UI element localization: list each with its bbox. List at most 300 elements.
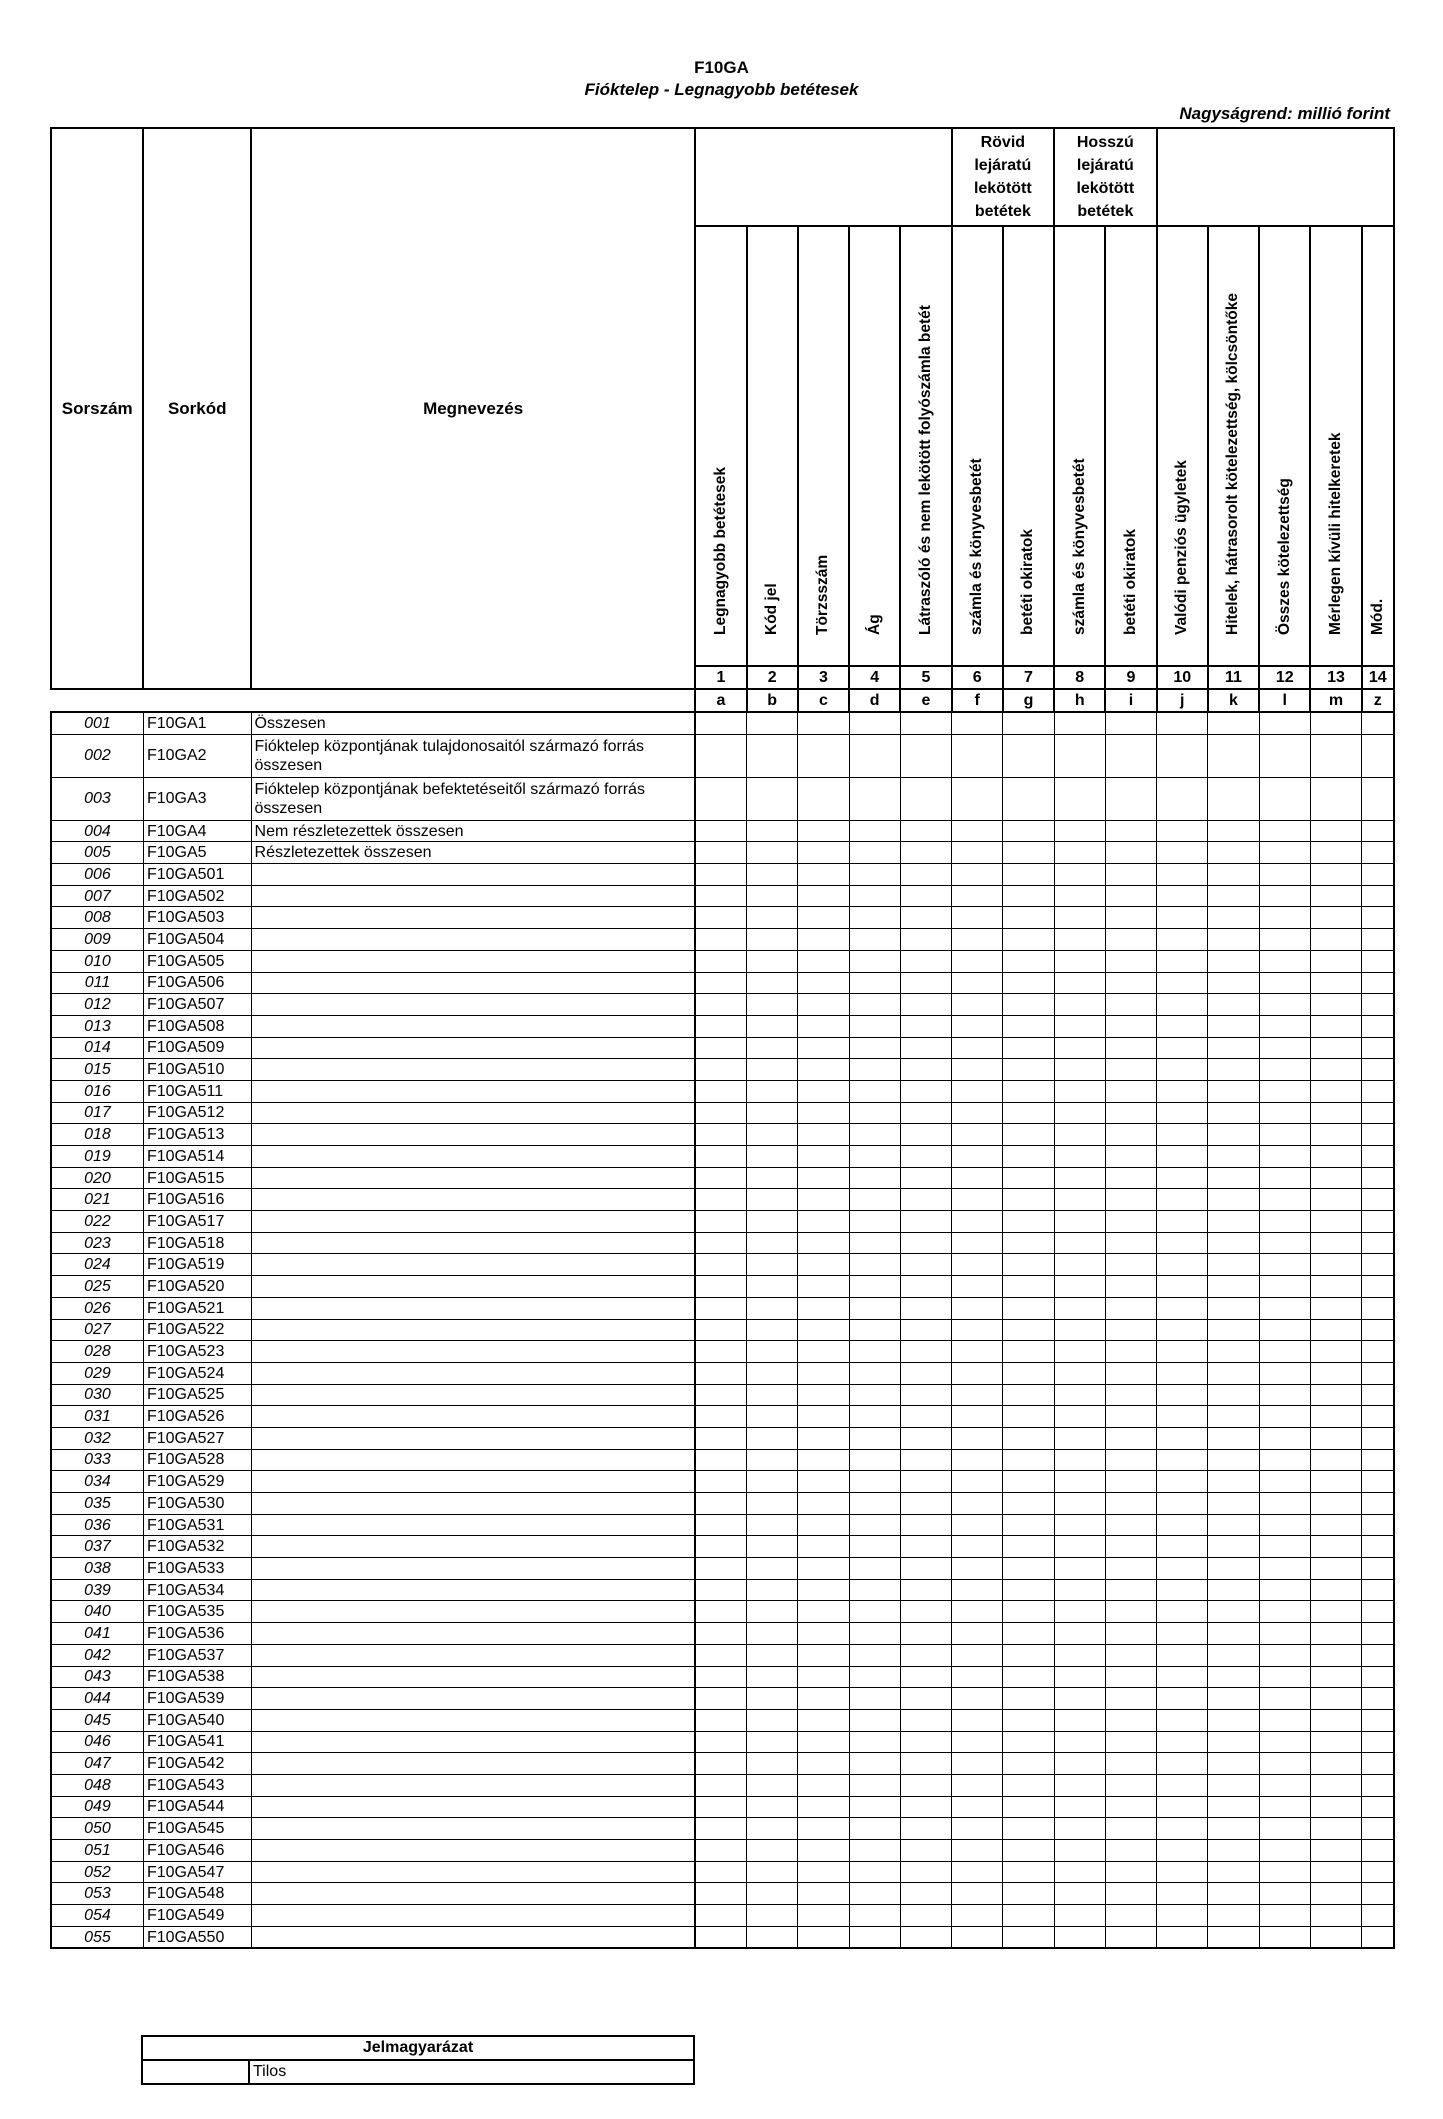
data-cell-b[interactable] [747,1232,798,1254]
data-cell-i[interactable] [1105,1189,1156,1211]
data-cell-m[interactable] [1310,1840,1361,1862]
data-cell-z[interactable] [1362,1883,1394,1905]
data-cell-h[interactable] [1054,734,1105,777]
data-cell-f[interactable] [952,777,1003,820]
data-cell-i[interactable] [1105,1297,1156,1319]
data-cell-f[interactable] [952,1471,1003,1493]
data-cell-l[interactable] [1259,1059,1310,1081]
data-cell-c[interactable] [798,1861,849,1883]
data-cell-h[interactable] [1054,1124,1105,1146]
data-cell-k[interactable] [1208,1731,1259,1753]
data-cell-z[interactable] [1362,1449,1394,1471]
data-cell-g[interactable] [1003,1753,1054,1775]
data-cell-h[interactable] [1054,1341,1105,1363]
data-cell-l[interactable] [1259,1189,1310,1211]
data-cell-g[interactable] [1003,1189,1054,1211]
data-cell-j[interactable] [1157,1731,1208,1753]
data-cell-h[interactable] [1054,994,1105,1016]
data-cell-k[interactable] [1208,1471,1259,1493]
data-cell-z[interactable] [1362,1709,1394,1731]
data-cell-d[interactable] [849,1731,900,1753]
data-cell-d[interactable] [849,842,900,864]
data-cell-h[interactable] [1054,1384,1105,1406]
data-cell-b[interactable] [747,1427,798,1449]
data-cell-a[interactable] [695,1297,746,1319]
data-cell-g[interactable] [1003,1319,1054,1341]
data-cell-e[interactable] [900,1449,951,1471]
data-cell-e[interactable] [900,950,951,972]
data-cell-l[interactable] [1259,1232,1310,1254]
data-cell-z[interactable] [1362,1536,1394,1558]
data-cell-m[interactable] [1310,1319,1361,1341]
data-cell-l[interactable] [1259,1102,1310,1124]
data-cell-g[interactable] [1003,1102,1054,1124]
data-cell-j[interactable] [1157,1688,1208,1710]
data-cell-a[interactable] [695,950,746,972]
data-cell-c[interactable] [798,1883,849,1905]
data-cell-f[interactable] [952,1796,1003,1818]
data-cell-b[interactable] [747,1406,798,1428]
data-cell-h[interactable] [1054,1753,1105,1775]
data-cell-k[interactable] [1208,1167,1259,1189]
data-cell-h[interactable] [1054,1146,1105,1168]
data-cell-h[interactable] [1054,864,1105,886]
data-cell-f[interactable] [952,1319,1003,1341]
data-cell-d[interactable] [849,1059,900,1081]
data-cell-m[interactable] [1310,1471,1361,1493]
data-cell-m[interactable] [1310,1796,1361,1818]
data-cell-l[interactable] [1259,1449,1310,1471]
data-cell-f[interactable] [952,885,1003,907]
data-cell-j[interactable] [1157,1102,1208,1124]
data-cell-e[interactable] [900,1167,951,1189]
data-cell-h[interactable] [1054,1493,1105,1515]
data-cell-i[interactable] [1105,1558,1156,1580]
data-cell-k[interactable] [1208,972,1259,994]
data-cell-i[interactable] [1105,1493,1156,1515]
data-cell-l[interactable] [1259,1037,1310,1059]
data-cell-z[interactable] [1362,1276,1394,1298]
data-cell-a[interactable] [695,1276,746,1298]
data-cell-c[interactable] [798,972,849,994]
data-cell-m[interactable] [1310,1449,1361,1471]
data-cell-i[interactable] [1105,1341,1156,1363]
data-cell-d[interactable] [849,994,900,1016]
data-cell-l[interactable] [1259,820,1310,842]
data-cell-h[interactable] [1054,1688,1105,1710]
data-cell-a[interactable] [695,1861,746,1883]
data-cell-a[interactable] [695,1341,746,1363]
data-cell-a[interactable] [695,1818,746,1840]
data-cell-c[interactable] [798,1384,849,1406]
data-cell-j[interactable] [1157,1232,1208,1254]
data-cell-j[interactable] [1157,1146,1208,1168]
data-cell-i[interactable] [1105,1384,1156,1406]
data-cell-z[interactable] [1362,1579,1394,1601]
data-cell-j[interactable] [1157,712,1208,734]
data-cell-l[interactable] [1259,1514,1310,1536]
data-cell-f[interactable] [952,842,1003,864]
data-cell-j[interactable] [1157,1796,1208,1818]
data-cell-a[interactable] [695,972,746,994]
data-cell-h[interactable] [1054,1211,1105,1233]
data-cell-d[interactable] [849,885,900,907]
data-cell-a[interactable] [695,907,746,929]
data-cell-h[interactable] [1054,820,1105,842]
data-cell-i[interactable] [1105,1709,1156,1731]
data-cell-m[interactable] [1310,1232,1361,1254]
data-cell-f[interactable] [952,1362,1003,1384]
data-cell-h[interactable] [1054,1601,1105,1623]
data-cell-g[interactable] [1003,1124,1054,1146]
data-cell-h[interactable] [1054,1579,1105,1601]
data-cell-e[interactable] [900,1688,951,1710]
data-cell-k[interactable] [1208,1644,1259,1666]
data-cell-e[interactable] [900,1536,951,1558]
data-cell-b[interactable] [747,1753,798,1775]
data-cell-z[interactable] [1362,1688,1394,1710]
data-cell-h[interactable] [1054,1644,1105,1666]
data-cell-g[interactable] [1003,1276,1054,1298]
data-cell-e[interactable] [900,1926,951,1948]
data-cell-d[interactable] [849,1493,900,1515]
data-cell-z[interactable] [1362,1905,1394,1927]
data-cell-f[interactable] [952,820,1003,842]
data-cell-a[interactable] [695,1167,746,1189]
data-cell-h[interactable] [1054,1362,1105,1384]
data-cell-l[interactable] [1259,1579,1310,1601]
data-cell-e[interactable] [900,842,951,864]
data-cell-i[interactable] [1105,1167,1156,1189]
data-cell-a[interactable] [695,1254,746,1276]
data-cell-b[interactable] [747,1449,798,1471]
data-cell-m[interactable] [1310,1601,1361,1623]
data-cell-b[interactable] [747,929,798,951]
data-cell-k[interactable] [1208,1514,1259,1536]
data-cell-b[interactable] [747,734,798,777]
data-cell-a[interactable] [695,1362,746,1384]
data-cell-e[interactable] [900,1102,951,1124]
data-cell-b[interactable] [747,1796,798,1818]
data-cell-a[interactable] [695,820,746,842]
data-cell-b[interactable] [747,1167,798,1189]
data-cell-c[interactable] [798,1579,849,1601]
data-cell-c[interactable] [798,1514,849,1536]
data-cell-b[interactable] [747,1536,798,1558]
data-cell-z[interactable] [1362,1666,1394,1688]
data-cell-z[interactable] [1362,734,1394,777]
data-cell-i[interactable] [1105,1102,1156,1124]
data-cell-j[interactable] [1157,907,1208,929]
data-cell-a[interactable] [695,1644,746,1666]
data-cell-g[interactable] [1003,1774,1054,1796]
data-cell-j[interactable] [1157,972,1208,994]
data-cell-e[interactable] [900,1362,951,1384]
data-cell-h[interactable] [1054,1189,1105,1211]
data-cell-k[interactable] [1208,712,1259,734]
data-cell-i[interactable] [1105,1623,1156,1645]
data-cell-e[interactable] [900,1709,951,1731]
data-cell-a[interactable] [695,1427,746,1449]
data-cell-m[interactable] [1310,1905,1361,1927]
data-cell-z[interactable] [1362,1601,1394,1623]
data-cell-j[interactable] [1157,1861,1208,1883]
data-cell-j[interactable] [1157,1211,1208,1233]
data-cell-k[interactable] [1208,1189,1259,1211]
data-cell-b[interactable] [747,1644,798,1666]
data-cell-f[interactable] [952,1861,1003,1883]
data-cell-f[interactable] [952,1146,1003,1168]
data-cell-l[interactable] [1259,1471,1310,1493]
data-cell-d[interactable] [849,1601,900,1623]
data-cell-g[interactable] [1003,1406,1054,1428]
data-cell-k[interactable] [1208,1449,1259,1471]
data-cell-k[interactable] [1208,1232,1259,1254]
data-cell-m[interactable] [1310,820,1361,842]
data-cell-b[interactable] [747,1319,798,1341]
data-cell-f[interactable] [952,1818,1003,1840]
data-cell-g[interactable] [1003,1146,1054,1168]
data-cell-b[interactable] [747,972,798,994]
data-cell-z[interactable] [1362,1211,1394,1233]
data-cell-a[interactable] [695,994,746,1016]
data-cell-k[interactable] [1208,1124,1259,1146]
data-cell-a[interactable] [695,842,746,864]
data-cell-j[interactable] [1157,1124,1208,1146]
data-cell-g[interactable] [1003,929,1054,951]
data-cell-c[interactable] [798,1840,849,1862]
data-cell-m[interactable] [1310,1254,1361,1276]
data-cell-e[interactable] [900,1232,951,1254]
data-cell-f[interactable] [952,1167,1003,1189]
data-cell-d[interactable] [849,950,900,972]
data-cell-f[interactable] [952,1297,1003,1319]
data-cell-b[interactable] [747,1558,798,1580]
data-cell-c[interactable] [798,1059,849,1081]
data-cell-f[interactable] [952,1666,1003,1688]
data-cell-g[interactable] [1003,1427,1054,1449]
data-cell-c[interactable] [798,929,849,951]
data-cell-e[interactable] [900,1254,951,1276]
data-cell-a[interactable] [695,1189,746,1211]
data-cell-c[interactable] [798,1449,849,1471]
data-cell-g[interactable] [1003,1232,1054,1254]
data-cell-i[interactable] [1105,1601,1156,1623]
data-cell-h[interactable] [1054,1037,1105,1059]
data-cell-f[interactable] [952,1493,1003,1515]
data-cell-g[interactable] [1003,1536,1054,1558]
data-cell-h[interactable] [1054,1319,1105,1341]
data-cell-d[interactable] [849,1774,900,1796]
data-cell-f[interactable] [952,1905,1003,1927]
data-cell-j[interactable] [1157,820,1208,842]
data-cell-a[interactable] [695,864,746,886]
data-cell-j[interactable] [1157,1753,1208,1775]
data-cell-i[interactable] [1105,1926,1156,1948]
data-cell-d[interactable] [849,1449,900,1471]
data-cell-k[interactable] [1208,1796,1259,1818]
data-cell-j[interactable] [1157,1059,1208,1081]
data-cell-h[interactable] [1054,1774,1105,1796]
data-cell-c[interactable] [798,950,849,972]
data-cell-g[interactable] [1003,1211,1054,1233]
data-cell-j[interactable] [1157,1774,1208,1796]
data-cell-d[interactable] [849,1406,900,1428]
data-cell-d[interactable] [849,1905,900,1927]
data-cell-i[interactable] [1105,1362,1156,1384]
data-cell-h[interactable] [1054,1731,1105,1753]
data-cell-l[interactable] [1259,1427,1310,1449]
data-cell-m[interactable] [1310,885,1361,907]
data-cell-f[interactable] [952,1276,1003,1298]
data-cell-i[interactable] [1105,1796,1156,1818]
data-cell-b[interactable] [747,842,798,864]
data-cell-a[interactable] [695,1709,746,1731]
data-cell-e[interactable] [900,1558,951,1580]
data-cell-z[interactable] [1362,1406,1394,1428]
data-cell-f[interactable] [952,1254,1003,1276]
data-cell-c[interactable] [798,1427,849,1449]
data-cell-j[interactable] [1157,1579,1208,1601]
data-cell-f[interactable] [952,734,1003,777]
data-cell-z[interactable] [1362,1080,1394,1102]
data-cell-k[interactable] [1208,950,1259,972]
data-cell-c[interactable] [798,1926,849,1948]
data-cell-i[interactable] [1105,1015,1156,1037]
data-cell-g[interactable] [1003,1449,1054,1471]
data-cell-a[interactable] [695,1146,746,1168]
data-cell-l[interactable] [1259,1297,1310,1319]
data-cell-c[interactable] [798,994,849,1016]
data-cell-d[interactable] [849,1644,900,1666]
data-cell-z[interactable] [1362,1362,1394,1384]
data-cell-h[interactable] [1054,1883,1105,1905]
data-cell-g[interactable] [1003,1926,1054,1948]
data-cell-c[interactable] [798,1536,849,1558]
data-cell-e[interactable] [900,1080,951,1102]
data-cell-k[interactable] [1208,1080,1259,1102]
data-cell-z[interactable] [1362,1146,1394,1168]
data-cell-c[interactable] [798,1254,849,1276]
data-cell-e[interactable] [900,1146,951,1168]
data-cell-j[interactable] [1157,1015,1208,1037]
data-cell-g[interactable] [1003,1883,1054,1905]
data-cell-b[interactable] [747,712,798,734]
data-cell-l[interactable] [1259,1926,1310,1948]
data-cell-l[interactable] [1259,1601,1310,1623]
data-cell-b[interactable] [747,1124,798,1146]
data-cell-h[interactable] [1054,1840,1105,1862]
data-cell-f[interactable] [952,972,1003,994]
data-cell-a[interactable] [695,1905,746,1927]
data-cell-h[interactable] [1054,1514,1105,1536]
data-cell-f[interactable] [952,1406,1003,1428]
data-cell-h[interactable] [1054,1102,1105,1124]
data-cell-e[interactable] [900,907,951,929]
data-cell-m[interactable] [1310,1644,1361,1666]
data-cell-h[interactable] [1054,1709,1105,1731]
data-cell-b[interactable] [747,1254,798,1276]
data-cell-d[interactable] [849,1514,900,1536]
data-cell-h[interactable] [1054,1449,1105,1471]
data-cell-g[interactable] [1003,1254,1054,1276]
data-cell-i[interactable] [1105,1514,1156,1536]
data-cell-f[interactable] [952,1840,1003,1862]
data-cell-z[interactable] [1362,972,1394,994]
data-cell-m[interactable] [1310,1059,1361,1081]
data-cell-g[interactable] [1003,1579,1054,1601]
data-cell-k[interactable] [1208,1037,1259,1059]
data-cell-h[interactable] [1054,777,1105,820]
data-cell-b[interactable] [747,1883,798,1905]
data-cell-k[interactable] [1208,929,1259,951]
data-cell-b[interactable] [747,1623,798,1645]
data-cell-d[interactable] [849,1146,900,1168]
data-cell-a[interactable] [695,1774,746,1796]
data-cell-l[interactable] [1259,1536,1310,1558]
data-cell-d[interactable] [849,1427,900,1449]
data-cell-m[interactable] [1310,1362,1361,1384]
data-cell-f[interactable] [952,1709,1003,1731]
data-cell-c[interactable] [798,1362,849,1384]
data-cell-a[interactable] [695,1840,746,1862]
data-cell-b[interactable] [747,1276,798,1298]
data-cell-c[interactable] [798,1276,849,1298]
data-cell-z[interactable] [1362,820,1394,842]
data-cell-i[interactable] [1105,1254,1156,1276]
data-cell-a[interactable] [695,1449,746,1471]
data-cell-e[interactable] [900,1059,951,1081]
data-cell-f[interactable] [952,1688,1003,1710]
data-cell-g[interactable] [1003,1709,1054,1731]
data-cell-j[interactable] [1157,950,1208,972]
data-cell-m[interactable] [1310,1536,1361,1558]
data-cell-f[interactable] [952,1232,1003,1254]
data-cell-z[interactable] [1362,1731,1394,1753]
data-cell-b[interactable] [747,950,798,972]
data-cell-c[interactable] [798,1341,849,1363]
data-cell-f[interactable] [952,1384,1003,1406]
data-cell-j[interactable] [1157,864,1208,886]
data-cell-i[interactable] [1105,885,1156,907]
data-cell-c[interactable] [798,1601,849,1623]
data-cell-c[interactable] [798,777,849,820]
data-cell-m[interactable] [1310,1666,1361,1688]
data-cell-h[interactable] [1054,842,1105,864]
data-cell-i[interactable] [1105,950,1156,972]
data-cell-h[interactable] [1054,1558,1105,1580]
data-cell-e[interactable] [900,1840,951,1862]
data-cell-f[interactable] [952,1102,1003,1124]
data-cell-h[interactable] [1054,1276,1105,1298]
data-cell-c[interactable] [798,1037,849,1059]
data-cell-a[interactable] [695,1232,746,1254]
data-cell-h[interactable] [1054,1536,1105,1558]
data-cell-c[interactable] [798,1015,849,1037]
data-cell-h[interactable] [1054,1059,1105,1081]
data-cell-b[interactable] [747,1514,798,1536]
data-cell-g[interactable] [1003,1015,1054,1037]
data-cell-l[interactable] [1259,1015,1310,1037]
data-cell-c[interactable] [798,1232,849,1254]
data-cell-k[interactable] [1208,1709,1259,1731]
data-cell-e[interactable] [900,1731,951,1753]
data-cell-f[interactable] [952,1427,1003,1449]
data-cell-z[interactable] [1362,1189,1394,1211]
data-cell-h[interactable] [1054,1080,1105,1102]
data-cell-e[interactable] [900,1623,951,1645]
data-cell-h[interactable] [1054,1926,1105,1948]
